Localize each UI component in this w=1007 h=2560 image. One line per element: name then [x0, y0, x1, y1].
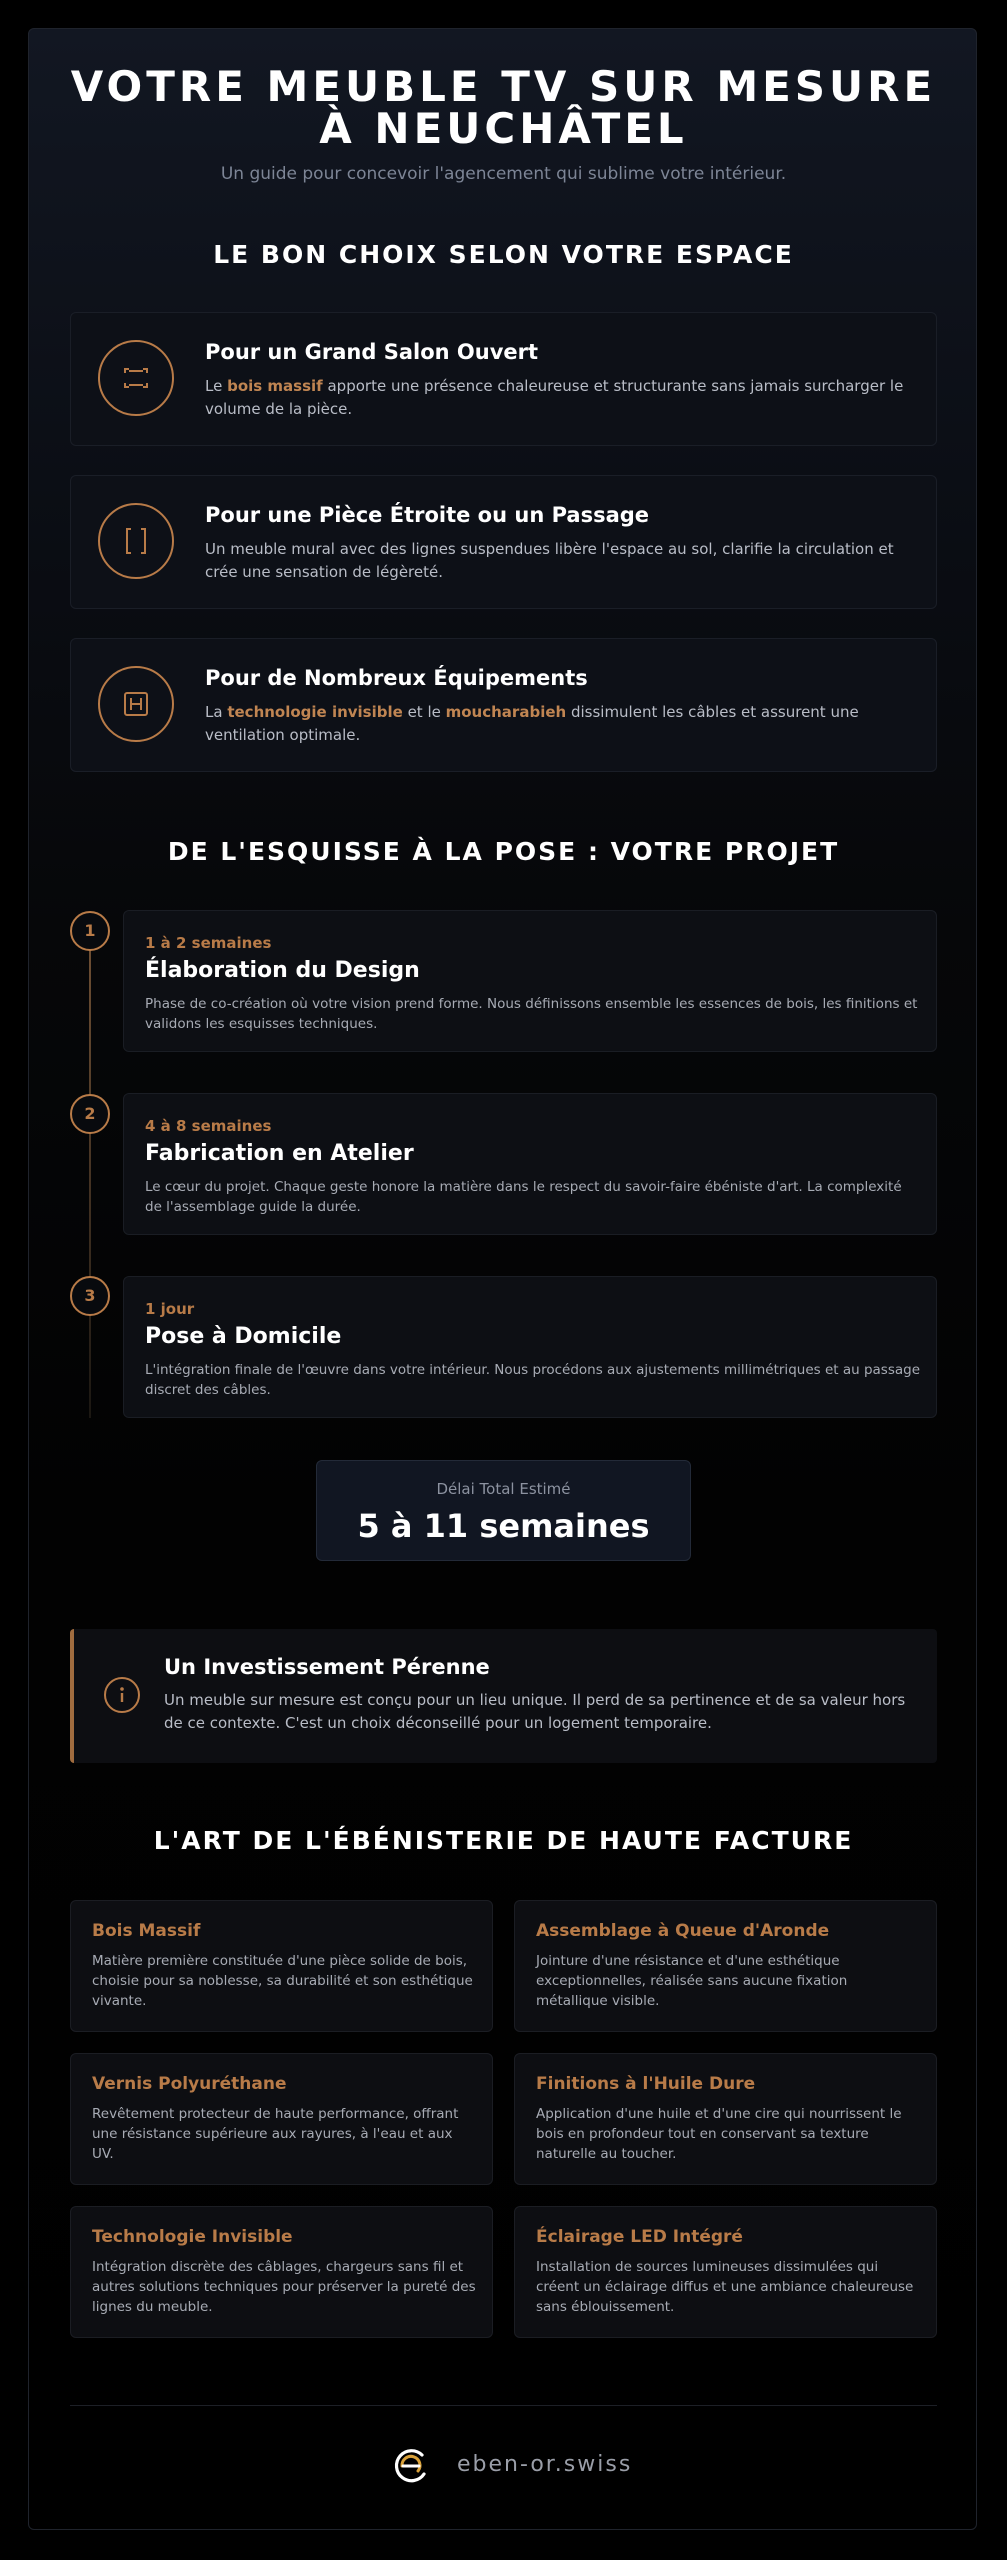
- choice-card-open-living: [70, 312, 937, 446]
- choice-title: Pour une Pièce Étroite ou un Passage: [205, 503, 650, 527]
- step-number: 2: [70, 1094, 110, 1134]
- investment-text: Un meuble sur mesure est conçu pour un lieu unique. Il perd de sa pertinence et de sa valeur hors de ce contexte. C'est un choix déconseillé pour un logement temporaire.: [164, 1691, 906, 1732]
- investment-callout: [70, 1629, 937, 1763]
- step-number: 3: [70, 1276, 110, 1316]
- step-text: L'intégration finale de l'œuvre dans votre intérieur. Nous procédons aux ajustements millimétriques et au passage discret des câbles.: [145, 1362, 921, 1398]
- craft-text: Jointure d'une résistance et d'une esthétique exceptionnelles, réalisée sans aucune fixation métallique visible.: [536, 1953, 848, 2009]
- page-title-line-2: À NEUCHÂTEL: [319, 104, 688, 153]
- step-text: Phase de co-création où votre vision prend forme. Nous définissons ensemble les essences de bois, les finitions et validons les esquisses techniques.: [145, 996, 918, 1032]
- craft-title: Assemblage à Queue d'Aronde: [536, 1921, 830, 1941]
- brand-name[interactable]: eben-or.swiss: [457, 2452, 633, 2477]
- choice-card-narrow-room: [70, 475, 937, 609]
- craft-card: [514, 1900, 937, 2032]
- craft-text: Matière première constituée d'une pièce solide de bois, choisie pour sa noblesse, sa durabilité et son esthétique vivante.: [92, 1953, 473, 2009]
- step-title: Pose à Domicile: [145, 1324, 342, 1349]
- choice-card-equipment: [70, 638, 937, 772]
- step-duration: 1 à 2 semaines: [145, 934, 272, 952]
- step-text: Le cœur du projet. Chaque geste honore la matière dans le respect du savoir-faire ébéniste d'art. La complexité de l'assemblage guide la durée.: [145, 1179, 902, 1215]
- choice-text: Le bois massif apporte une présence chaleureuse et structurante sans jamais surcharger le volume de la pièce.: [205, 377, 904, 418]
- craft-title: Finitions à l'Huile Dure: [536, 2074, 756, 2094]
- section-title-craft: L'ART DE L'ÉBÉNISTERIE DE HAUTE FACTURE: [153, 1826, 854, 1855]
- highlight-text: moucharabieh: [445, 703, 567, 721]
- craft-card: [514, 2053, 937, 2185]
- step-title: Fabrication en Atelier: [145, 1141, 414, 1166]
- cabinet-icon: [98, 666, 174, 742]
- brand-logo-icon: [388, 2443, 434, 2493]
- craft-text: Installation de sources lumineuses dissimulées qui créent un éclairage diffus et une ambiance chaleureuse sans éblouissement.: [536, 2259, 914, 2315]
- choice-text: La technologie invisible et le moucharabieh dissimulent les câbles et assurent une ventilation optimale.: [205, 703, 859, 744]
- choice-title: Pour un Grand Salon Ouvert: [205, 340, 539, 364]
- craft-title: Bois Massif: [92, 1921, 201, 1941]
- craft-card: [514, 2206, 937, 2338]
- craft-text: Intégration discrète des câblages, chargeurs sans fil et autres solutions techniques pour préserver la pureté des lignes du meuble.: [92, 2259, 476, 2315]
- step-card-design: [123, 910, 937, 1052]
- total-duration-label: Délai Total Estimé: [436, 1480, 571, 1498]
- craft-card: [70, 2206, 493, 2338]
- craft-text: Revêtement protecteur de haute performance, offrant une résistance supérieure aux rayures, à l'eau et aux UV.: [92, 2106, 459, 2162]
- total-duration-box: [316, 1460, 691, 1561]
- step-title: Élaboration du Design: [145, 958, 420, 983]
- craft-card: [70, 2053, 493, 2185]
- total-duration-value: 5 à 11 semaines: [357, 1507, 650, 1545]
- choice-text: Un meuble mural avec des lignes suspendues libère l'espace au sol, clarifie la circulation et crée une sensation de légèreté.: [205, 540, 894, 581]
- frame-vertical-icon: [98, 503, 174, 579]
- craft-title: Éclairage LED Intégré: [536, 2227, 743, 2247]
- choice-title: Pour de Nombreux Équipements: [205, 666, 588, 690]
- section-title-process: DE L'ESQUISSE À LA POSE : VOTRE PROJET: [167, 837, 840, 866]
- step-number: 1: [70, 911, 110, 951]
- page-subtitle: Un guide pour concevoir l'agencement qui sublime votre intérieur.: [220, 164, 787, 184]
- step-card-fabrication: [123, 1093, 937, 1235]
- info-icon: [104, 1677, 140, 1713]
- step-duration: 4 à 8 semaines: [145, 1117, 272, 1135]
- footer-divider: [70, 2405, 937, 2406]
- step-duration: 1 jour: [145, 1300, 195, 1318]
- craft-title: Vernis Polyuréthane: [92, 2074, 287, 2094]
- section-title-choices: LE BON CHOIX SELON VOTRE ESPACE: [213, 240, 794, 269]
- step-card-installation: [123, 1276, 937, 1418]
- frame-horizontal-icon: [98, 340, 174, 416]
- page-title-line-1: VOTRE MEUBLE TV SUR MESURE: [70, 62, 937, 111]
- timeline-line: [89, 948, 91, 1418]
- highlight-text: technologie invisible: [227, 703, 403, 721]
- craft-text: Application d'une huile et d'une cire qui nourrissent le bois en profondeur tout en conservant sa texture naturelle au toucher.: [536, 2106, 902, 2162]
- craft-title: Technologie Invisible: [92, 2227, 293, 2247]
- page-title: [0, 62, 1007, 153]
- highlight-text: bois massif: [227, 377, 323, 395]
- investment-title: Un Investissement Pérenne: [164, 1655, 490, 1679]
- craft-card: [70, 1900, 493, 2032]
